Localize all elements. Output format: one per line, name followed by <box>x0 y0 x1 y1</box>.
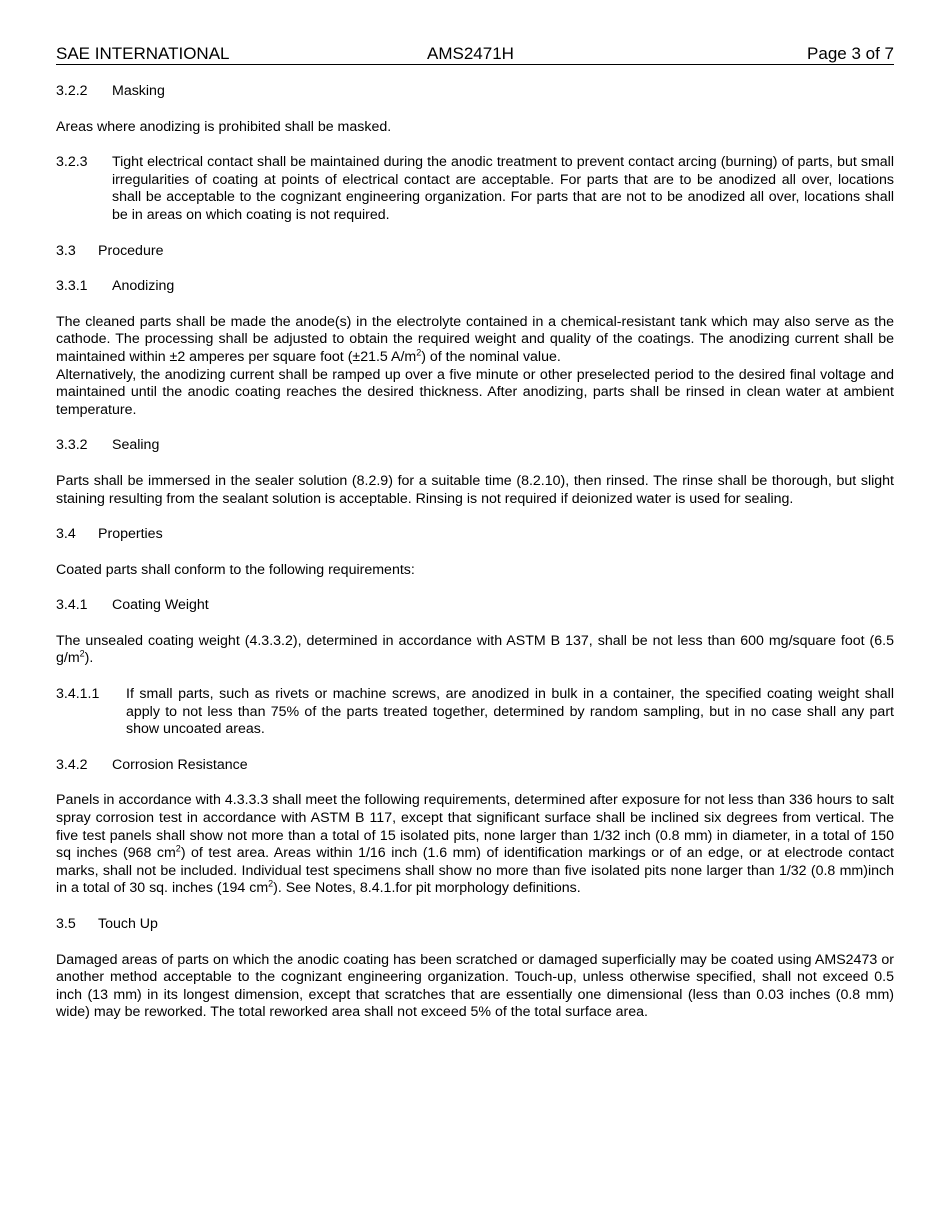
section-number: 3.3.1 <box>56 278 88 295</box>
section-number: 3.4.1.1 <box>56 686 100 703</box>
superscript: 2 <box>268 878 274 889</box>
section-number: 3.2.2 <box>56 83 88 99</box>
text-run: Panels in accordance with 4.3.3.3 shall meet the following requirements, determined after exposure for not less than 336 hours to salt spray corrosion test in accordance with ASTM B 117, except that significant surface shall be inclined six degrees from vertical. The five test panels shall show not more than a total of 15 isolated pits, none larger than 1/32 inch (0.8 mm) in diameter, in a total of 150 sq inches (968 cm <box>56 792 894 862</box>
section-heading-3-5 <box>56 916 894 934</box>
section-heading-3-3-2 <box>56 437 894 455</box>
section-title: Anodizing <box>112 278 175 295</box>
section-title: Masking <box>112 83 165 99</box>
paragraph-coating-weight <box>56 633 894 668</box>
section-number: 3.4 <box>56 526 76 543</box>
section-heading-3-4-2 <box>56 757 894 775</box>
paragraph-sealing: Parts shall be immersed in the sealer solution (8.2.9) for a suitable time (8.2.10), then rinsed. The rinse shall be thorough, but slight staining resulting from the sealant solution is acceptable. Rinsing is not required if deionized water is used for sealing. <box>56 472 894 507</box>
section-heading-3-4-1 <box>56 597 894 615</box>
paragraph-anodizing-current <box>56 314 894 367</box>
section-number: 3.5 <box>56 916 76 932</box>
paragraph-masking: Areas where anodizing is prohibited shall be masked. <box>56 118 392 135</box>
section-number: 3.4.1 <box>56 597 88 614</box>
header-organization: SAE INTERNATIONAL <box>56 44 230 63</box>
numbered-paragraph-3-2-3 <box>56 154 894 224</box>
paragraph-anodizing-alternative: Alternatively, the anodizing current shall be ramped up over a five minute or other preselected period to the desired final voltage and maintained until the anodic coating reaches the desired thickness. After anodizing, parts shall be rinsed in clean water at ambient temperature. <box>56 366 894 418</box>
header-document-id: AMS2471H <box>427 44 514 63</box>
paragraph-properties: Coated parts shall conform to the following requirements: <box>56 561 415 578</box>
section-heading-3-2-2 <box>56 83 894 101</box>
superscript: 2 <box>416 347 422 358</box>
section-title: Properties <box>98 526 163 543</box>
paragraph-text: Tight electrical contact shall be maintained during the anodic treatment to prevent contact arcing (burning) of parts, but small irregularities of coating at points of electrical contact are acceptable. For parts that are to be anodized all over, locations shall be acceptable to the cognizant engineering organization. For parts that are not to be anodized all over, locations shall be in areas on which coating is not required. <box>112 154 894 223</box>
section-title: Coating Weight <box>112 597 209 614</box>
text-run: The unsealed coating weight (4.3.3.2), determined in accordance with ASTM B 137, shall be not less than 600 mg/square foot (6.5 g/m <box>56 632 894 667</box>
section-number: 3.4.2 <box>56 756 88 773</box>
section-number: 3.2.3 <box>56 154 88 171</box>
section-title: Corrosion Resistance <box>112 756 248 773</box>
header-page-number: Page 3 of 7 <box>807 44 894 63</box>
page-header <box>56 44 894 65</box>
text-run: ) of test area. Areas within 1/16 inch (1.6 mm) of identification markings or of an edge, or at electrode contact marks, shall not be included. Individual test specimens shall show no more than five isolated pits none larger than 1/32 (0.8 mm)inch in a total of 30 sq. inches (194 cm <box>56 845 894 897</box>
section-number: 3.3.2 <box>56 437 88 454</box>
section-heading-3-4 <box>56 526 894 544</box>
section-title: Sealing <box>112 437 160 454</box>
section-title: Procedure <box>98 242 164 259</box>
paragraph-corrosion-resistance <box>56 792 894 898</box>
paragraph-touch-up: Damaged areas of parts on which the anodic coating has been scratched or damaged superficially may be coated using AMS2473 or another method acceptable to the cognizant engineering organization. Touch-up, unless otherwise specified, shall not exceed 0.5 inch (13 mm) in its longest dimension, except that scratches that are essentially one dimensional (less than 0.03 inches (0.8 mm) wide) may be reworked. The total reworked area shall not exceed 5% of the total surface area. <box>56 951 894 1021</box>
section-heading-3-3 <box>56 243 894 261</box>
text-run: ) of the nominal value. <box>421 348 561 365</box>
text-run: ). See Notes, 8.4.1.for pit morphology definitions. <box>273 880 581 897</box>
superscript: 2 <box>79 648 85 659</box>
document-page <box>56 44 894 1040</box>
numbered-paragraph-3-4-1-1 <box>56 686 894 739</box>
section-title: Touch Up <box>98 916 158 932</box>
paragraph-text: If small parts, such as rivets or machine screws, are anodized in bulk in a container, the specified coating weight shall apply to not less than 75% of the parts treated together, determined by random sampling, but in no case shall any part show uncoated areas. <box>126 686 894 738</box>
text-run: ). <box>84 650 94 667</box>
superscript: 2 <box>175 843 181 854</box>
section-heading-3-3-1 <box>56 278 894 296</box>
text-run: The cleaned parts shall be made the anode(s) in the electrolyte contained in a chemical-resistant tank which may also serve as the cathode. The processing shall be adjusted to obtain the required weight and quality of the coatings. The anodizing current shall be maintained within ±2 amperes per square foot (±21.5 A/m <box>56 313 894 365</box>
section-number: 3.3 <box>56 242 76 259</box>
